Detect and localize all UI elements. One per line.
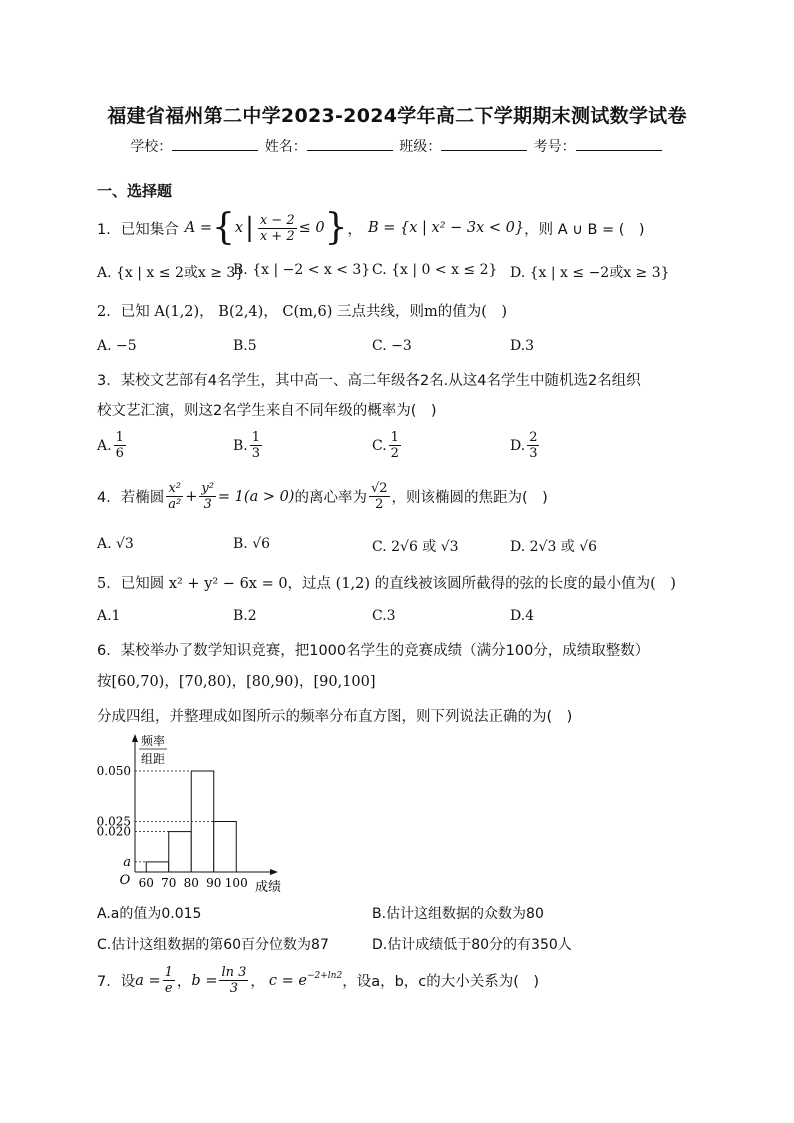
- option-b[interactable]: B.5: [233, 338, 257, 354]
- histogram-bar: [169, 832, 192, 872]
- y-tick-label: a: [123, 854, 131, 870]
- x-tick-label: 100: [224, 876, 248, 890]
- y-axis-arrow: [132, 734, 138, 742]
- name-label: 姓名：: [264, 139, 307, 155]
- school-label: 学校：: [130, 139, 173, 155]
- option-a[interactable]: A.a的值为0.015: [97, 906, 202, 922]
- class-label: 班级：: [399, 139, 442, 155]
- frequency-histogram: [90, 730, 300, 894]
- option-c[interactable]: C. −3: [372, 338, 412, 354]
- histogram-bar: [214, 822, 237, 873]
- option-b[interactable]: B.2: [233, 608, 257, 624]
- number-blank[interactable]: [576, 137, 662, 151]
- school-blank[interactable]: [172, 137, 258, 151]
- y-label-top: 频率: [140, 734, 166, 748]
- x-axis-arrow: [270, 869, 278, 875]
- set-var: x: [234, 220, 244, 236]
- number-label: 考号：: [533, 139, 576, 155]
- option-c[interactable]: C.3: [372, 608, 396, 624]
- eccentricity: $\frac{√2}{2}$: [370, 481, 388, 512]
- question-number: 1．: [97, 221, 121, 238]
- set-a-label: A =: [184, 220, 212, 236]
- option-a[interactable]: A. {x | x ≤ 2或x ≥ 3}: [97, 265, 245, 281]
- option-c[interactable]: C. {x | 0 < x ≤ 2}: [372, 262, 498, 278]
- option-d[interactable]: D. 2√3 或 √6: [510, 539, 598, 555]
- question-4: 4．若椭圆 $\frac{\text{x²}}{\text{a²}}$ + $\frac{\text{y²}}{3}$ = 1(a > 0) 的离心率为 $\frac{√2}{2}$ ，则该椭圆的焦距为( ): [97, 481, 548, 512]
- option-a[interactable]: A. $\frac{1}{6}$: [97, 430, 124, 461]
- set-b: B = {x | x² − 3x < 0}: [367, 220, 525, 236]
- option-a[interactable]: A.1: [97, 608, 121, 624]
- y-tick-label: 0.050: [96, 764, 131, 778]
- histogram-plot: [97, 733, 281, 894]
- section-heading: 一、选择题: [97, 182, 173, 200]
- question-6-line-2: 按[60,70)，[70,80)，[80,90)，[90,100]: [97, 674, 376, 690]
- right-brace: }: [324, 207, 348, 248]
- option-b[interactable]: B. {x | −2 < x < 3}: [233, 262, 371, 278]
- question-text: 已知集合: [120, 221, 179, 238]
- question-5: 5．已知圆 x² + y² − 6x = 0，过点 (1,2) 的直线被该圆所截得的弦的长度的最小值为( ): [97, 576, 676, 592]
- question-2: 2．已知 A(1,2)， B(2,4)， C(m,6) 三点共线，则m的值为( ): [97, 304, 508, 320]
- question-7: 7．设 a = $\frac{1}{e}$ ， b = $\frac{\ln 3}{3}$ ， c = e $^{-2+ln2}$ ，设a，b，c的大小关系为( ): [97, 965, 540, 996]
- ellipse-y-term: $\frac{\text{y²}}{3}$: [201, 481, 214, 512]
- option-b[interactable]: B. √6: [233, 536, 271, 552]
- y-label-bottom: 组距: [140, 752, 166, 766]
- x-tick-label: 70: [161, 876, 177, 890]
- histogram-bar: [146, 862, 169, 872]
- set-a-cond: ≤ 0: [298, 220, 325, 236]
- option-d[interactable]: D.估计成绩低于80分的有350人: [372, 937, 572, 953]
- ellipse-x-term: $\frac{\text{x²}}{\text{a²}}$: [168, 481, 182, 512]
- option-a[interactable]: A. √3: [97, 536, 134, 552]
- y-tick-label: 0.025: [96, 814, 131, 829]
- option-b[interactable]: B.估计这组数据的众数为80: [372, 906, 544, 922]
- option-c[interactable]: C. 2√6 或 √3: [372, 539, 459, 555]
- left-brace: {: [211, 207, 235, 248]
- y-tick-label: 0.020: [96, 824, 131, 839]
- set-a-fraction: $\frac{x - 2}{x + 2}$: [259, 212, 295, 244]
- option-d[interactable]: D. $\frac{2}{3}$: [510, 430, 538, 461]
- option-a[interactable]: A. −5: [97, 338, 137, 354]
- histogram-bar: [191, 771, 214, 872]
- option-d[interactable]: D.4: [510, 608, 535, 624]
- x-axis-label: 成绩: [254, 880, 282, 894]
- option-d[interactable]: D.3: [510, 338, 535, 354]
- option-c[interactable]: C.估计这组数据的第60百分位数为87: [97, 937, 329, 953]
- x-tick-label: 60: [138, 876, 154, 890]
- question-1: 1． 已知集合 A = { x | $\frac{x - 2}{x + 2}$ ≤ 0 } ， B = {x | x² − 3x < 0} ，则 A ∪ B = ( ): [97, 207, 645, 248]
- origin-label: O: [119, 873, 131, 888]
- name-blank[interactable]: [307, 137, 393, 151]
- question-6-line-1: 6．某校举办了数学知识竞赛，把1000名学生的竞赛成绩（满分100分，成绩取整数）: [97, 643, 650, 659]
- question-6-line-3: 分成四组，并整理成如图所示的频率分布直方图，则下列说法正确的为( ): [97, 709, 573, 725]
- question-3-line-2: 校文艺汇演，则这2名学生来自不同年级的概率为( ): [97, 403, 437, 419]
- page-title: 福建省福州第二中学2023-2024学年高二下学期期末测试数学试卷: [107, 105, 687, 127]
- student-info-row: [0, 136, 794, 156]
- question-3-line-1: 3．某校文艺部有4名学生，其中高一、高二年级各2名.从这4名学生中随机选2名组织: [97, 373, 641, 389]
- set-bar: |: [245, 213, 254, 243]
- class-blank[interactable]: [441, 137, 527, 151]
- option-c[interactable]: C. $\frac{1}{2}$: [372, 430, 399, 461]
- option-d[interactable]: D. {x | x ≤ −2或x ≥ 3}: [510, 265, 670, 281]
- x-tick-label: 90: [206, 876, 222, 890]
- option-b[interactable]: B. $\frac{1}{3}$: [233, 430, 261, 461]
- question-tail: ，则 A ∪ B = ( ): [524, 221, 645, 238]
- x-tick-label: 80: [183, 876, 199, 890]
